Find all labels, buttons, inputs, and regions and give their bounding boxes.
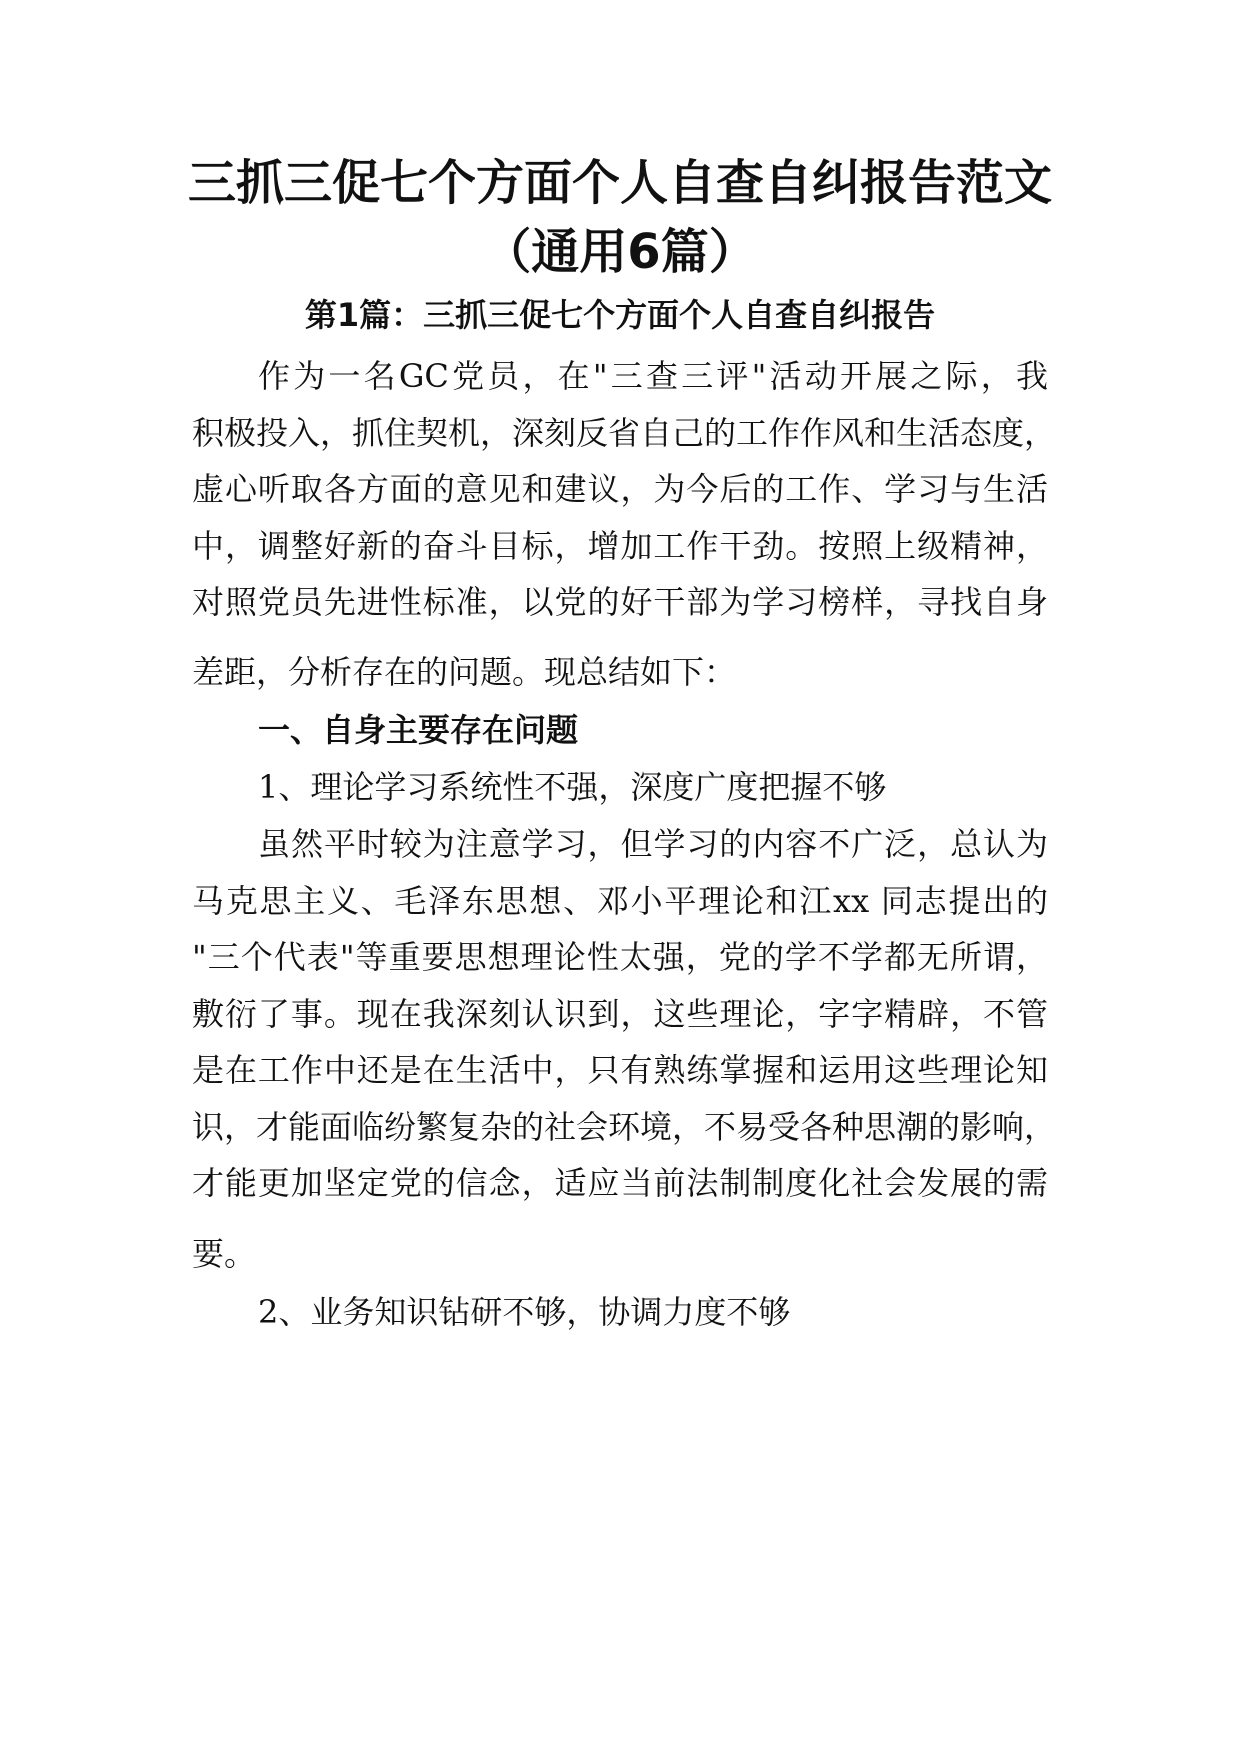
paragraph-2-line-5: 是在工作中还是在生活中，只有熟练掌握和运用这些理论知 (192, 1051, 1048, 1089)
paragraph-1-line-6: 差距，分析存在的问题。现总结如下： (192, 653, 737, 691)
paragraph-2-line-2: 马克思主义、毛泽东思想、邓小平理论和江xx 同志提出的 (192, 882, 1048, 920)
item-2-heading: 2、业务知识钻研不够，协调力度不够 (258, 1293, 791, 1331)
document-title-line-2: （通用6篇） (483, 224, 757, 280)
paragraph-1-line-1: 作为一名GC党员，在"三查三评"活动开展之际，我 (258, 357, 1048, 395)
paragraph-1-line-2: 积极投入，抓住契机，深刻反省自己的工作作风和生活态度， (192, 414, 1057, 452)
paragraph-1-line-3: 虚心听取各方面的意见和建议，为今后的工作、学习与生活 (192, 470, 1048, 508)
paragraph-2-line-3: "三个代表"等重要思想理论性太强，党的学不学都无所谓， (192, 938, 1048, 976)
paragraph-2-line-1: 虽然平时较为注意学习，但学习的内容不广泛，总认为 (258, 825, 1048, 863)
paragraph-2-line-7: 才能更加坚定党的信念，适应当前法制制度化社会发展的需 (192, 1164, 1048, 1202)
paragraph-2-line-6: 识，才能面临纷繁复杂的社会环境，不易受各种思潮的影响， (192, 1108, 1057, 1146)
paragraph-1-line-4: 中，调整好新的奋斗目标，增加工作干劲。按照上级精神， (192, 527, 1048, 565)
paragraph-2-line-8: 要。 (192, 1235, 257, 1273)
document-title-line-1: 三抓三促七个方面个人自查自纠报告范文 (187, 155, 1052, 211)
chapter-subtitle: 第1篇：三抓三促七个方面个人自查自纠报告 (304, 296, 936, 334)
paragraph-2-line-4: 敷衍了事。现在我深刻认识到，这些理论，字字精辟，不管 (192, 995, 1048, 1033)
item-1-heading: 1、理论学习系统性不强，深度广度把握不够 (258, 768, 887, 806)
paragraph-1-line-5: 对照党员先进性标准，以党的好干部为学习榜样，寻找自身 (192, 583, 1048, 621)
section-1-heading: 一、自身主要存在问题 (258, 711, 579, 749)
